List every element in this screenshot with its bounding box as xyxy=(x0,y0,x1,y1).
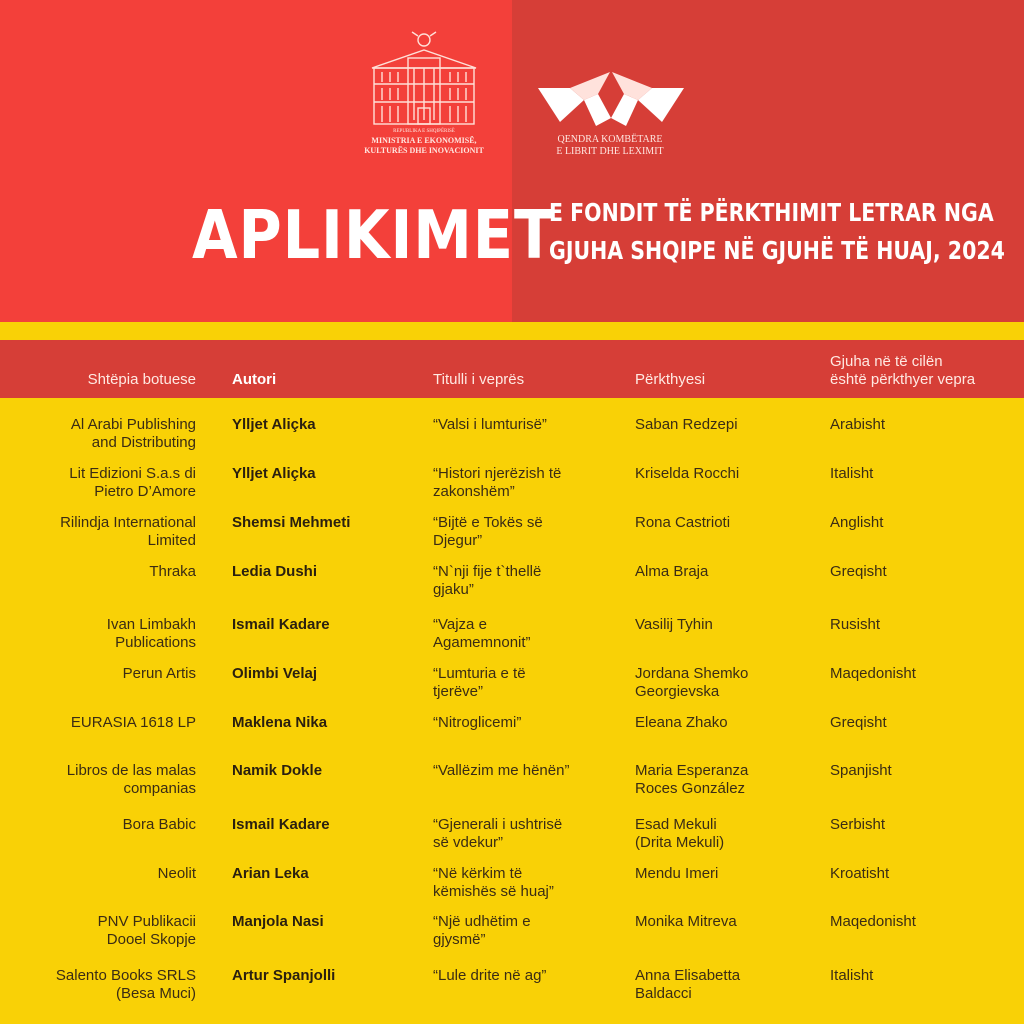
header-publisher: Shtëpia botuese xyxy=(87,371,196,388)
title-cell xyxy=(433,714,603,732)
publisher-cell-line: Neolit xyxy=(157,865,196,882)
translator-cell xyxy=(635,465,810,483)
title-cell-line: “Në kërkim të xyxy=(433,865,523,882)
translator-cell-line: Eleana Zhako xyxy=(635,714,728,731)
language-cell: Maqedonisht xyxy=(830,665,916,682)
translator-cell xyxy=(635,616,810,634)
publisher-cell-line: Salento Books SRLS xyxy=(55,967,196,984)
translator-cell xyxy=(635,816,810,852)
translator-cell xyxy=(635,563,810,581)
publisher-cell-line: Perun Artis xyxy=(122,665,196,682)
title-cell-line: tjerëve” xyxy=(433,683,484,700)
translator-cell-line: Esad Mekuli xyxy=(635,816,717,833)
title-cell xyxy=(433,865,603,901)
subtitle-line-1: E FONDIT TË PËRKTHIMIT LETRAR NGA xyxy=(549,198,994,227)
author-cell: Ledia Dushi xyxy=(232,563,318,580)
language-cell: Greqisht xyxy=(830,714,887,731)
publisher-cell-line: EURASIA 1618 LP xyxy=(70,714,196,731)
translator-cell-line: Roces González xyxy=(635,780,746,797)
translator-cell-line: Saban Redzepi xyxy=(635,416,738,433)
translator-cell xyxy=(635,514,810,532)
translator-cell-line: Monika Mitreva xyxy=(635,913,737,930)
author-cell: Shemsi Mehmeti xyxy=(232,514,351,531)
yellow-divider-band xyxy=(0,322,1024,340)
title-cell-line: “Nitroglicemi” xyxy=(433,714,522,731)
publisher-cell-line: Ivan Limbakh xyxy=(106,616,196,633)
title-cell-line: gjaku” xyxy=(433,581,474,598)
translator-cell-line: Alma Braja xyxy=(635,563,709,580)
publisher-cell xyxy=(6,416,196,452)
title-cell-line: Agamemnonit” xyxy=(433,634,531,651)
title-cell xyxy=(433,514,603,550)
translator-cell-line: Georgievska xyxy=(635,683,720,700)
title-cell xyxy=(433,762,603,780)
publisher-cell xyxy=(6,465,196,501)
translator-cell-line: Rona Castrioti xyxy=(635,514,731,531)
author-cell: Ylljet Aliçka xyxy=(232,465,316,482)
translator-cell-line: Maria Esperanza xyxy=(635,762,749,779)
book-center-logo-icon xyxy=(538,70,684,130)
title-cell xyxy=(433,816,603,852)
title-cell xyxy=(433,616,603,652)
translator-cell-line: Mendu Imeri xyxy=(635,865,719,882)
page-title: APLIKIMET xyxy=(192,196,556,274)
title-cell-line: “Lumturia e të xyxy=(433,665,526,682)
author-cell: Namik Dokle xyxy=(232,762,323,779)
subtitle-line-2: GJUHA SHQIPE NË GJUHË TË HUAJ, 2024 xyxy=(549,236,1005,265)
translator-cell-line: Kriselda Rocchi xyxy=(635,465,740,482)
translator-cell xyxy=(635,913,810,931)
title-cell-line: “Një udhëtim e xyxy=(433,913,531,930)
title-cell xyxy=(433,913,603,949)
publisher-cell-line: companias xyxy=(123,780,196,797)
publisher-cell xyxy=(6,816,196,834)
title-cell-line: Djegur” xyxy=(433,532,483,549)
language-cell: Rusisht xyxy=(830,616,881,633)
publisher-cell-line: Limited xyxy=(147,532,196,549)
language-cell: Italisht xyxy=(830,967,874,984)
language-cell: Italisht xyxy=(830,465,874,482)
header-title: Titulli i veprës xyxy=(433,371,525,388)
language-cell: Maqedonisht xyxy=(830,913,916,930)
publisher-cell-line: PNV Publikacii xyxy=(97,913,196,930)
translator-cell xyxy=(635,665,810,701)
publisher-cell xyxy=(6,616,196,652)
language-cell: Spanjisht xyxy=(830,762,892,779)
publisher-cell-line: Thraka xyxy=(149,563,196,580)
translator-cell xyxy=(635,416,810,434)
publisher-cell xyxy=(6,913,196,949)
publisher-cell xyxy=(6,762,196,798)
header-language-2: është përkthyer vepra xyxy=(830,371,976,388)
header-language-1: Gjuha në të cilën xyxy=(830,353,943,370)
title-cell xyxy=(433,967,603,985)
ministry-caption-line3: KULTURËS DHE INOVACIONIT xyxy=(364,146,484,155)
publisher-cell-line: Al Arabi Publishing xyxy=(70,416,196,433)
title-cell-line: së vdekur” xyxy=(433,834,504,851)
author-cell: Manjola Nasi xyxy=(232,913,324,930)
translator-cell xyxy=(635,967,810,1003)
translator-cell xyxy=(635,865,810,883)
ministry-caption-small: REPUBLIKA E SHQIPËRISË xyxy=(393,129,455,134)
publisher-cell xyxy=(6,967,196,1003)
author-cell: Olimbi Velaj xyxy=(232,665,318,682)
translator-cell-line: Jordana Shemko xyxy=(635,665,749,682)
author-cell: Ismail Kadare xyxy=(232,816,330,833)
title-cell-line: “Lule drite në ag” xyxy=(433,967,547,984)
translator-cell-line: (Drita Mekuli) xyxy=(635,834,725,851)
center-caption-line2: E LIBRIT DHE LEXIMIT xyxy=(556,146,664,157)
author-cell: Maklena Nika xyxy=(232,714,328,731)
publisher-cell xyxy=(6,665,196,683)
translator-cell-line: Anna Elisabetta xyxy=(635,967,741,984)
publisher-cell-line: Rilindja International xyxy=(60,514,196,531)
title-cell xyxy=(433,665,603,701)
title-cell-line: “Valsi i lumturisë” xyxy=(433,416,547,433)
author-cell: Ismail Kadare xyxy=(232,616,330,633)
publisher-cell xyxy=(6,714,196,732)
publisher-cell-line: Publications xyxy=(115,634,196,651)
publisher-cell xyxy=(6,563,196,581)
title-cell-line: “Vallëzim me hënën” xyxy=(433,762,570,779)
translator-cell xyxy=(635,762,810,798)
title-cell-line: zakonshëm” xyxy=(433,483,515,500)
publisher-cell-line: Libros de las malas xyxy=(66,762,196,779)
center-caption-line1: QENDRA KOMBËTARE xyxy=(557,134,663,145)
title-cell-line: gjysmë” xyxy=(433,931,486,948)
title-cell-line: “Vajza e xyxy=(433,616,487,633)
author-cell: Arian Leka xyxy=(232,865,309,882)
author-cell: Artur Spanjolli xyxy=(232,967,336,984)
header-translator: Përkthyesi xyxy=(635,371,706,388)
language-cell: Arabisht xyxy=(830,416,886,433)
header-author: Autori xyxy=(232,371,277,388)
author-cell: Ylljet Aliçka xyxy=(232,416,316,433)
page-subtitle xyxy=(549,194,1005,270)
title-cell-line: “Histori njerëzish të xyxy=(433,465,562,482)
header-right-panel xyxy=(512,0,1024,322)
title-cell-line: “Bijtë e Tokës së xyxy=(433,514,543,531)
title-cell-line: “N`nji fije t`thellë xyxy=(433,563,542,580)
translator-cell-line: Vasilij Tyhin xyxy=(635,616,713,633)
publisher-cell-line: Bora Babic xyxy=(122,816,196,833)
title-cell-line: “Gjenerali i ushtrisë xyxy=(433,816,563,833)
title-cell xyxy=(433,563,603,599)
publisher-cell-line: (Besa Muci) xyxy=(115,985,196,1002)
table-header xyxy=(0,340,1024,398)
language-cell: Kroatisht xyxy=(830,865,890,882)
ministry-building-logo-icon xyxy=(368,28,480,128)
publisher-cell-line: Dooel Skopje xyxy=(106,931,196,948)
publisher-cell-line: Pietro D’Amore xyxy=(94,483,196,500)
publisher-cell-line: Lit Edizioni S.a.s di xyxy=(69,465,196,482)
language-cell: Anglisht xyxy=(830,514,884,531)
language-cell: Greqisht xyxy=(830,563,887,580)
ministry-caption-line2: MINISTRIA E EKONOMISË, xyxy=(371,136,477,145)
title-cell-line: këmishës së huaj” xyxy=(433,883,554,900)
publisher-cell xyxy=(6,514,196,550)
title-cell xyxy=(433,416,603,434)
language-cell: Serbisht xyxy=(830,816,886,833)
translator-cell xyxy=(635,714,810,732)
translator-cell-line: Baldacci xyxy=(635,985,692,1002)
title-cell xyxy=(433,465,603,501)
publisher-cell xyxy=(6,865,196,883)
publisher-cell-line: and Distributing xyxy=(91,434,196,451)
